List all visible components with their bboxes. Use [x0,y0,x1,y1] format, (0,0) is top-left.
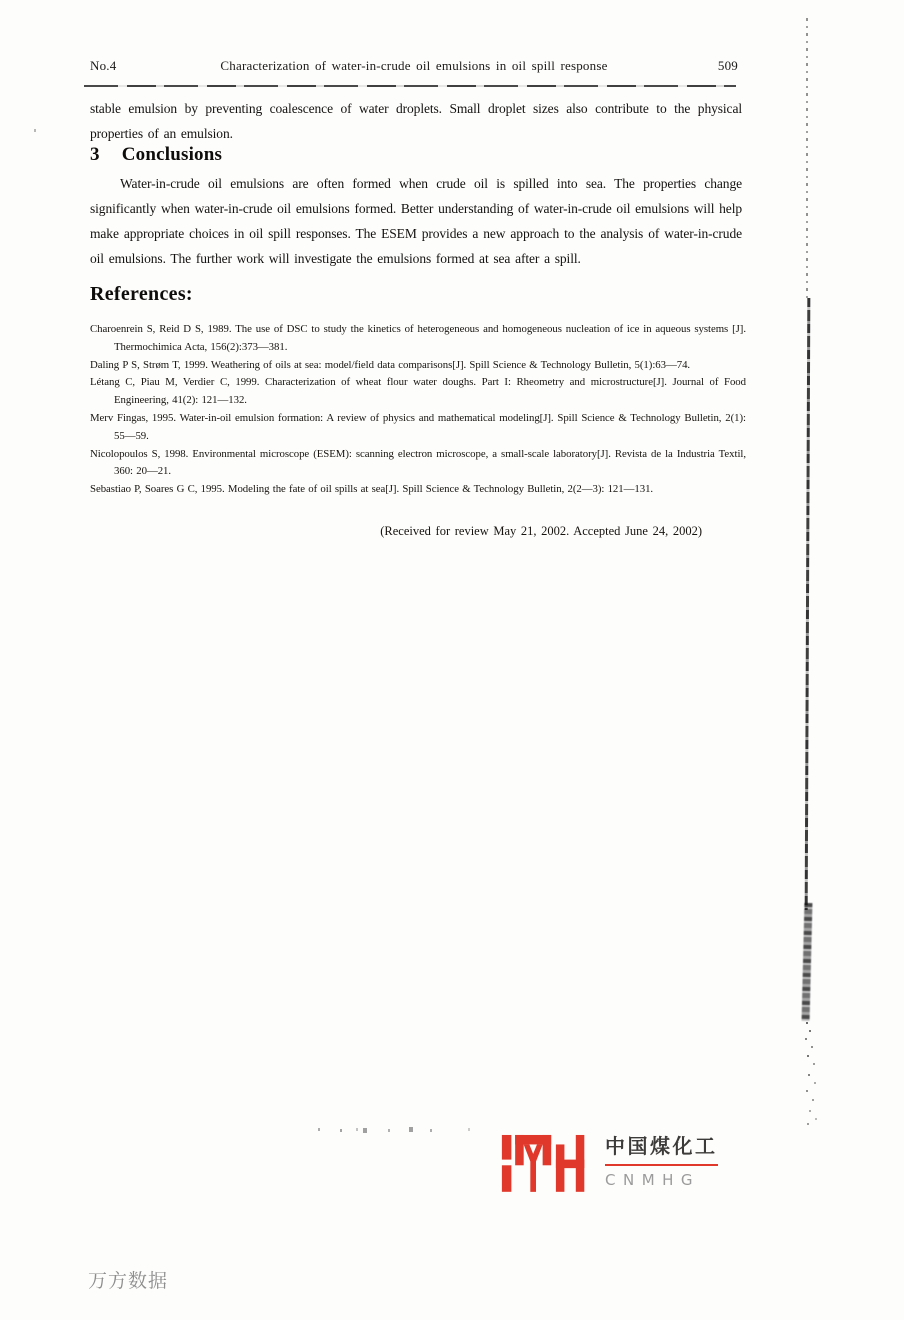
scan-artifact-specks [806,1022,808,1024]
reference-entry: Charoenrein S, Reid D S, 1989. The use of DSC to study the kinetics of heterogeneous and homogeneous nucleation of ice in aqueous systems [J]. Thermochimica Acta, 156(2):373—381. [90,323,746,353]
cnmhg-watermark [500,1130,718,1193]
references-list [90,321,746,499]
conclusions-paragraph: Water-in-crude oil emulsions are often formed when crude oil is spilled into sea. The properties change significantly when water-in-crude oil emulsions formed. Better understanding of water-in-crude oil emulsions will help make appropriate choices in oil spill responses. The ESEM provides a new approach to the analysis of water-in-crude oil emulsions. The further work will investigate the emulsions formed at sea after a spill. [90,176,742,266]
references-heading: References: [90,283,193,305]
wanfang-data-mark: 万方数据 [88,1270,169,1292]
header-rule [84,85,736,87]
page-header [90,58,738,74]
header-running-title: Characterization of water-in-crude oil emulsions in oil spill response [220,58,608,73]
scan-artifact-dust [318,1128,320,1131]
scan-artifact-line [806,18,808,300]
watermark-cn-name: 中国煤化工 [605,1130,718,1166]
reference-entry: Létang C, Piau M, Verdier C, 1999. Characterization of wheat flour water doughs. Part I: Rheometry and microstructure[J]. Journal of Food Engineering, 41(2): 121—132. [90,376,746,407]
scan-artifact-dot [34,129,36,132]
watermark-en-abbr: CNMHG [605,1171,701,1189]
scan-artifact-line [805,298,811,910]
cnmhg-logo-icon [500,1130,590,1193]
reference-entry: Daling P S, Strøm T, 1999. Weathering of oils at sea: model/field data comparisons[J]. Spill Science & Technology Bulletin, 5(1):63—74. [90,358,691,371]
reference-entry: Merv Fingas, 1995. Water-in-oil emulsion formation: A review of physics and mathematical modeling[J]. Spill Science & Technology Bulletin, 2(1): 55—59. [90,411,746,442]
reference-entry: Sebastiao P, Soares G C, 1995. Modeling the fate of oil spills at sea[J]. Spill Science & Technology Bulletin, 2(2—3): 121—131. [90,483,654,496]
intro-paragraph: stable emulsion by preventing coalescence of water droplets. Small droplet sizes also contribute to the physical properties of an emulsion. [90,101,742,141]
section-heading [90,144,222,166]
header-issue-number: No.4 [90,58,117,73]
watermark-text [605,1130,718,1189]
section-title: Conclusions [121,144,223,165]
scan-artifact-line [802,903,813,1021]
reference-entry: Nicolopoulos S, 1998. Environmental microscope (ESEM): scanning electron microscope, a small-scale laboratory[J]. Revista de la Industria Textil, 360: 20—21. [90,447,746,478]
section-number: 3 [90,144,100,165]
header-page-number: 509 [717,58,738,73]
received-note: (Received for review May 21, 2002. Accepted June 24, 2002) [380,524,702,538]
